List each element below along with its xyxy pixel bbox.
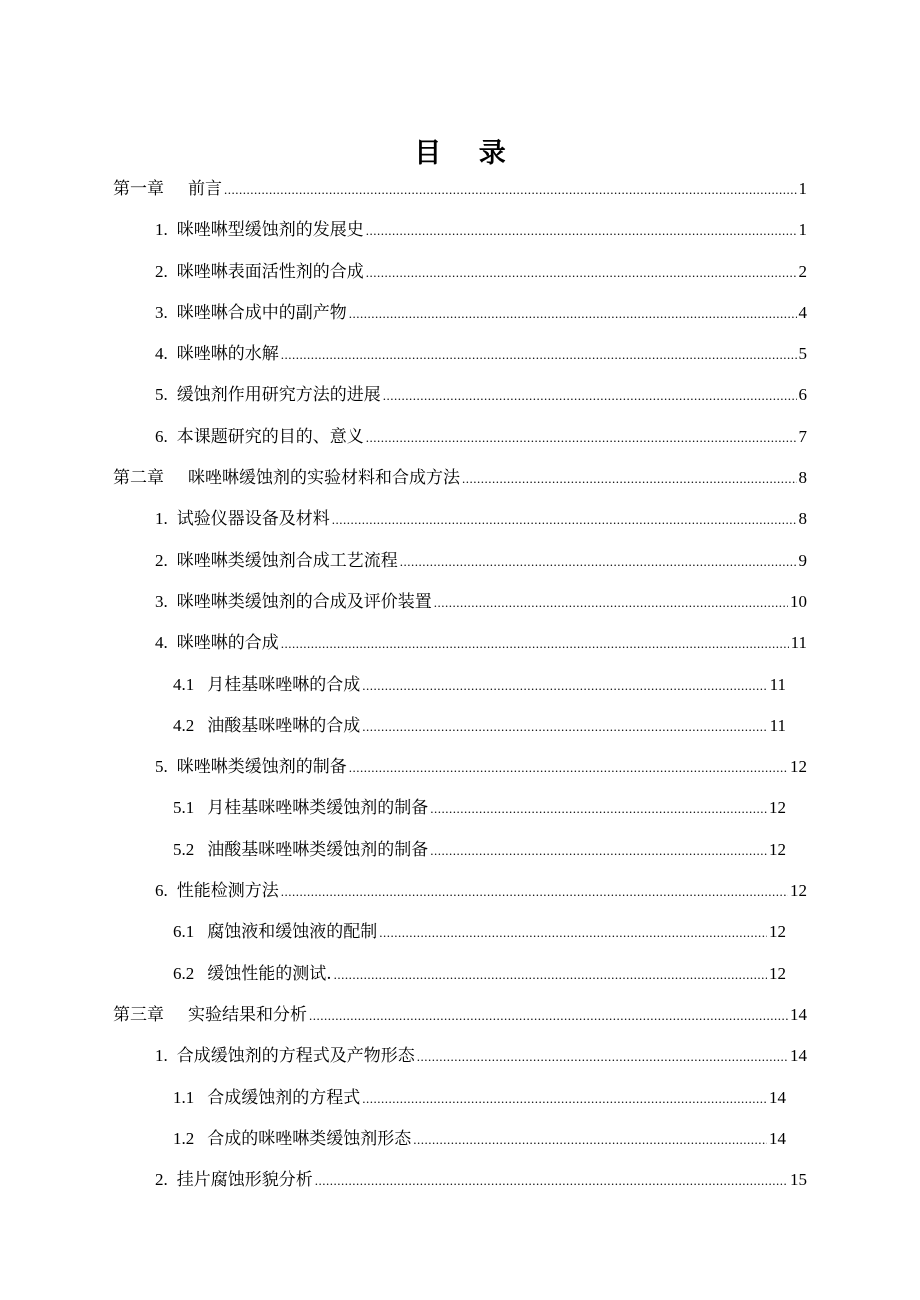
toc-entry-page-number: 7: [798, 426, 807, 446]
dot-leader: [362, 706, 767, 747]
toc-entry-label: 挂片腐蚀形貌分析: [176, 1170, 313, 1191]
dot-leader: [362, 1078, 767, 1119]
toc-entry-number: 6.2: [173, 963, 195, 983]
toc-entry-page-number: 4: [798, 302, 807, 322]
toc-subsection-entry[interactable]: [0, 911, 920, 952]
toc-entry-label: 油酸基咪唑啉的合成: [207, 715, 361, 736]
toc-entry-page-number: 11: [769, 674, 786, 694]
toc-section-entry[interactable]: [0, 292, 920, 333]
toc-entry-page-number: 14: [769, 1128, 786, 1148]
toc-entry-number: 5.: [155, 757, 168, 777]
toc-entry-number: 2.: [155, 1170, 168, 1190]
toc-entry-page-number: 12: [769, 922, 786, 942]
dot-leader: [366, 252, 797, 293]
dot-leader: [379, 912, 767, 953]
dot-leader: [281, 623, 789, 664]
toc-section-entry[interactable]: [0, 1035, 920, 1076]
dot-leader: [224, 169, 797, 210]
dot-leader: [349, 747, 788, 788]
toc-section-entry[interactable]: [0, 333, 920, 374]
toc-entry-label: 腐蚀液和缓蚀液的配制: [207, 922, 378, 943]
toc-entry-label: 缓蚀性能的测试.: [207, 963, 332, 984]
toc-entry-number: 6.: [155, 881, 168, 901]
toc-entry-number: 4.2: [173, 715, 195, 735]
toc-entry-label: 咪唑啉类缓蚀剂的合成及评价装置: [176, 591, 432, 612]
toc-section-entry[interactable]: [0, 251, 920, 292]
toc-entry-page-number: 14: [790, 1004, 807, 1024]
table-of-contents: [0, 168, 920, 1200]
dot-leader: [362, 665, 767, 706]
toc-entry-label: 咪唑啉表面活性剂的合成: [176, 261, 364, 282]
toc-entry-label: 咪唑啉型缓蚀剂的发展史: [176, 220, 364, 241]
toc-entry-number: 4.: [155, 344, 168, 364]
toc-section-entry[interactable]: [0, 581, 920, 622]
dot-leader: [413, 1119, 767, 1160]
toc-entry-page-number: 1: [798, 179, 807, 198]
toc-entry-label: 合成缓蚀剂的方程式: [207, 1087, 361, 1108]
dot-leader: [349, 293, 797, 334]
toc-entry-page-number: 12: [790, 881, 807, 901]
toc-entry-page-number: 15: [790, 1170, 807, 1190]
toc-entry-page-number: 14: [769, 1087, 786, 1107]
toc-entry-label: 试验仪器设备及材料: [176, 509, 330, 530]
toc-section-entry[interactable]: [0, 416, 920, 457]
toc-entry-page-number: 1: [798, 220, 807, 240]
toc-entry-number: 1.: [155, 509, 168, 529]
toc-subsection-entry[interactable]: [0, 829, 920, 870]
toc-section-entry[interactable]: [0, 374, 920, 415]
toc-entry-page-number: 14: [790, 1046, 807, 1066]
dot-leader: [332, 499, 797, 540]
toc-section-entry[interactable]: [0, 540, 920, 581]
toc-entry-label: 合成的咪唑啉类缓蚀剂形态: [207, 1128, 412, 1149]
toc-entry-page-number: 6: [798, 385, 807, 405]
toc-entry-page-number: 12: [769, 839, 786, 859]
toc-entry-number: 5.: [155, 385, 168, 405]
toc-entry-number: 1.: [155, 220, 168, 240]
dot-leader: [315, 1160, 788, 1201]
toc-entry-label: 实验结果和分析: [188, 1004, 307, 1025]
toc-entry-page-number: 12: [769, 798, 786, 818]
dot-leader: [417, 1036, 788, 1077]
toc-entry-label: 咪唑啉的合成: [176, 633, 279, 654]
toc-subsection-entry[interactable]: [0, 953, 920, 994]
toc-entry-label: 咪唑啉缓蚀剂的实验材料和合成方法: [188, 468, 460, 489]
dot-leader: [366, 417, 797, 458]
toc-chapter-entry[interactable]: [0, 168, 920, 209]
toc-entry-page-number: 12: [790, 757, 807, 777]
dot-leader: [366, 210, 797, 251]
toc-entry-label: 前言: [188, 179, 222, 199]
toc-entry-label: 咪唑啉合成中的副产物: [176, 302, 347, 323]
toc-section-entry[interactable]: [0, 498, 920, 539]
toc-entry-label: 咪唑啉类缓蚀剂的制备: [176, 757, 347, 778]
toc-entry-page-number: 2: [798, 261, 807, 281]
toc-entry-number: 3.: [155, 591, 168, 611]
toc-entry-number: 5.1: [173, 798, 195, 818]
toc-subsection-entry[interactable]: [0, 1077, 920, 1118]
dot-leader: [434, 582, 788, 623]
toc-entry-number: 1.2: [173, 1128, 195, 1148]
toc-entry-page-number: 9: [798, 550, 807, 570]
toc-entry-page-number: 12: [769, 963, 786, 983]
toc-entry-number: 第二章: [113, 468, 164, 488]
dot-leader: [400, 541, 797, 582]
toc-entry-label: 合成缓蚀剂的方程式及产物形态: [176, 1046, 415, 1067]
toc-entry-number: 5.2: [173, 839, 195, 859]
toc-entry-number: 6.1: [173, 922, 195, 942]
dot-leader: [383, 375, 797, 416]
toc-subsection-entry[interactable]: [0, 1118, 920, 1159]
toc-section-entry[interactable]: [0, 870, 920, 911]
toc-entry-number: 1.1: [173, 1087, 195, 1107]
toc-entry-number: 2.: [155, 550, 168, 570]
toc-entry-page-number: 10: [790, 591, 807, 611]
toc-entry-number: 第一章: [113, 179, 164, 198]
toc-entry-label: 本课题研究的目的、意义: [176, 426, 364, 447]
toc-subsection-entry[interactable]: [0, 705, 920, 746]
toc-entry-number: 4.: [155, 633, 168, 653]
dot-leader: [281, 334, 797, 375]
dot-leader: [334, 954, 767, 995]
toc-entry-page-number: 8: [798, 468, 807, 488]
toc-entry-label: 缓蚀剂作用研究方法的进展: [176, 385, 381, 406]
toc-chapter-entry[interactable]: [0, 457, 920, 498]
toc-entry-label: 咪唑啉的水解: [176, 344, 279, 365]
toc-entry-label: 性能检测方法: [176, 881, 279, 902]
toc-entry-page-number: 11: [790, 633, 807, 653]
toc-entry-page-number: 5: [798, 344, 807, 364]
toc-entry-page-number: 11: [769, 715, 786, 735]
dot-leader: [309, 995, 788, 1036]
dot-leader: [281, 871, 788, 912]
dot-leader: [430, 788, 767, 829]
toc-entry-number: 6.: [155, 426, 168, 446]
toc-section-entry[interactable]: [0, 746, 920, 787]
toc-entry-label: 咪唑啉类缓蚀剂合成工艺流程: [176, 550, 398, 571]
dot-leader: [430, 830, 767, 871]
toc-entry-number: 2.: [155, 261, 168, 281]
toc-section-entry[interactable]: [0, 622, 920, 663]
toc-section-entry[interactable]: [0, 1159, 920, 1200]
toc-chapter-entry[interactable]: [0, 994, 920, 1035]
toc-entry-number: 3.: [155, 302, 168, 322]
toc-entry-label: 油酸基咪唑啉类缓蚀剂的制备: [207, 839, 429, 860]
toc-entry-label: 月桂基咪唑啉的合成: [207, 674, 361, 695]
toc-section-entry[interactable]: [0, 209, 920, 250]
toc-entry-page-number: 8: [798, 509, 807, 529]
toc-entry-number: 第三章: [113, 1004, 164, 1024]
toc-entry-number: 1.: [155, 1046, 168, 1066]
toc-subsection-entry[interactable]: [0, 664, 920, 705]
page-title: 目 录: [414, 138, 520, 170]
dot-leader: [462, 458, 797, 499]
toc-subsection-entry[interactable]: [0, 787, 920, 828]
toc-entry-label: 月桂基咪唑啉类缓蚀剂的制备: [207, 798, 429, 819]
toc-entry-number: 4.1: [173, 674, 195, 694]
